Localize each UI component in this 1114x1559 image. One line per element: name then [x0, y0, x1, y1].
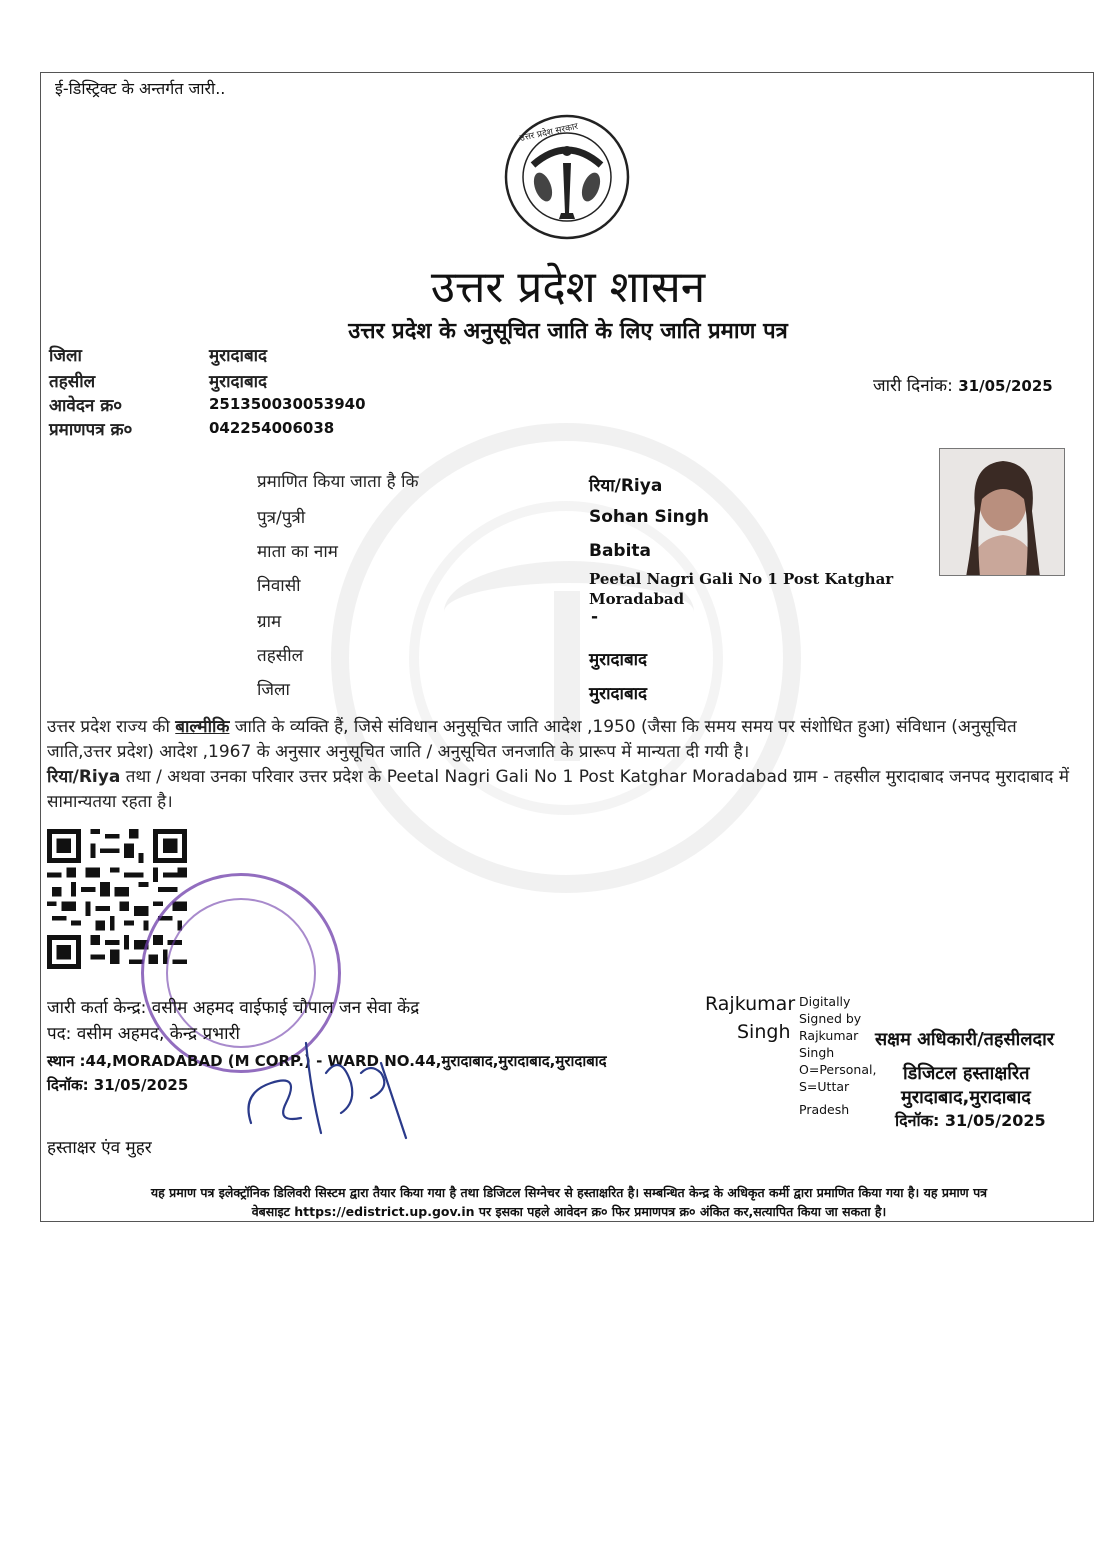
caste-paragraph-rest: जाति के व्यक्ति हैं, जिसे संविधान अनुसूचित जाति आदेश ,1950 (जैसा कि समय समय पर संशोधित हुआ) संविधान (अनुसूचित जाति,उत्तर प्रदेश) आदेश ,1967 के अनुसार अनुसूचित जाति / अनुसूचित जनजाति के प्रारूप में मान्यता दी गयी है। [47, 717, 1017, 762]
detail-value-village: - [591, 607, 599, 627]
certificate-no-label: प्रमाणपत्र क्र० [49, 420, 133, 440]
certificate-title: उत्तर प्रदेश के अनुसूचित जाति के लिए जाति प्रमाण पत्र [348, 319, 788, 344]
detail-value-address-line2: Moradabad [589, 590, 685, 608]
detail-value-name: रिया/Riya [589, 476, 663, 496]
issue-date-value: 31/05/2025 [958, 377, 1053, 395]
detail-label-certify: प्रमाणित किया जाता है कि [257, 472, 419, 492]
detail-value-district: मुरादाबाद [589, 684, 648, 704]
detail-value-mother: Babita [589, 541, 652, 561]
authority-signed: डिजिटल हस्ताक्षरित [903, 1063, 1030, 1084]
issued-under-text: ई-डिस्ट्रिक्ट के अन्तर्गत जारी.. [55, 79, 226, 98]
verification-note [49, 1183, 1089, 1221]
authority-designation: सक्षम अधिकारी/तहसीलदार [875, 1029, 1055, 1050]
detail-label-resident: निवासी [257, 576, 301, 596]
issuer-date: दिनॉक: 31/05/2025 [47, 1076, 189, 1094]
digital-sign-line-6: S=Uttar [799, 1079, 850, 1094]
application-label: आवेदन क्र० [49, 396, 123, 416]
residence-text: तथा / अथवा उनका परिवार उत्तर प्रदेश के Peetal Nagri Gali No 1 Post Katghar Moradabad ग्राम - तहसील मुरादाबाद जनपद मुरादाबाद में सामान्यतया रहता है। [47, 767, 1069, 812]
caste-paragraph [47, 715, 1077, 765]
caste-name: बाल्मीकि [175, 717, 230, 737]
detail-label-district: जिला [257, 680, 290, 700]
detail-label-tehsil: तहसील [257, 646, 304, 666]
tehsil-value: मुरादाबाद [209, 372, 268, 392]
digital-sign-line-4: Singh [799, 1045, 835, 1060]
digital-sign-line-1: Digitally [799, 994, 851, 1009]
issuer-place: स्थान :44,MORADABAD (M CORP.) - WARD NO.44,मुरादाबाद,मुरादाबाद,मुरादाबाद [47, 1052, 607, 1070]
digital-sign-line-3: Rajkumar [799, 1028, 859, 1043]
digital-sign-block [799, 993, 876, 1118]
authority-place: मुरादाबाद,मुरादाबाद [901, 1087, 1031, 1108]
detail-value-address: Peetal Nagri Gali No 1 Post Katghar [589, 570, 894, 588]
residence-name: रिया/Riya [47, 767, 121, 787]
applicant-photo [939, 448, 1065, 576]
application-value: 251350030053940 [209, 395, 366, 413]
detail-value-tehsil: मुरादाबाद [589, 650, 648, 670]
caste-paragraph-start: उत्तर प्रदेश राज्य की [47, 717, 176, 737]
tehsil-label: तहसील [49, 372, 96, 392]
digital-sign-line-7: Pradesh [799, 1102, 850, 1117]
authority-date: दिनॉक: 31/05/2025 [895, 1111, 1046, 1130]
issue-date-label: जारी दिनांक: [873, 376, 953, 396]
handwritten-signature [231, 973, 431, 1148]
certificate-no-value: 042254006038 [209, 419, 335, 437]
detail-label-mother: माता का नाम [257, 542, 338, 562]
digital-sign-line-5: O=Personal, [799, 1062, 877, 1077]
signature-and-seal-label: हस्ताक्षर एंव मुहर [47, 1138, 152, 1158]
residence-paragraph [47, 765, 1077, 815]
detail-value-father: Sohan Singh [589, 507, 709, 527]
digital-sign-line-2: Signed by [799, 1011, 862, 1026]
govt-heading: उत्तर प्रदेश शासन [430, 262, 706, 313]
verification-note-line-1: यह प्रमाण पत्र इलेक्ट्रॉनिक डिलिवरी सिस्टम द्वारा तैयार किया गया है तथा डिजिटल सिग्नेचर से हस्ताक्षरित है। सम्बन्धित केन्द्र के अधिकृत कर्मी द्वारा प्रमाणित किया गया है। यह प्रमाण पत्र [150, 1185, 988, 1200]
issuer-post: पद: वसीम अहमद, केन्द्र प्रभारी [47, 1024, 240, 1044]
digital-sign-name: Rajkumar [705, 993, 796, 1015]
detail-label-village: ग्राम [257, 612, 282, 632]
verification-note-line-2: वेबसाइट https://edistrict.up.gov.in पर इसका पहले आवेदन क्र० फिर प्रमाणपत्र क्र० अंकित कर,सत्यापित किया जा सकता है। [251, 1204, 887, 1219]
certificate-sheet [40, 72, 1094, 1222]
emblem-text: उत्तर प्रदेश सरकार [518, 121, 579, 145]
issuer-centre: जारी कर्ता केन्द्र: वसीम अहमद वाईफाई चौपाल जन सेवा केंद्र [47, 998, 420, 1018]
issue-date [873, 373, 1053, 396]
detail-label-child-of: पुत्र/पुत्री [257, 508, 306, 528]
emblem-watermark [331, 423, 801, 893]
district-value: मुरादाबाद [209, 346, 268, 366]
person-photo-icon [940, 449, 1065, 576]
digital-sign-name-2: Singh [737, 1021, 791, 1043]
district-label: जिला [49, 346, 82, 366]
